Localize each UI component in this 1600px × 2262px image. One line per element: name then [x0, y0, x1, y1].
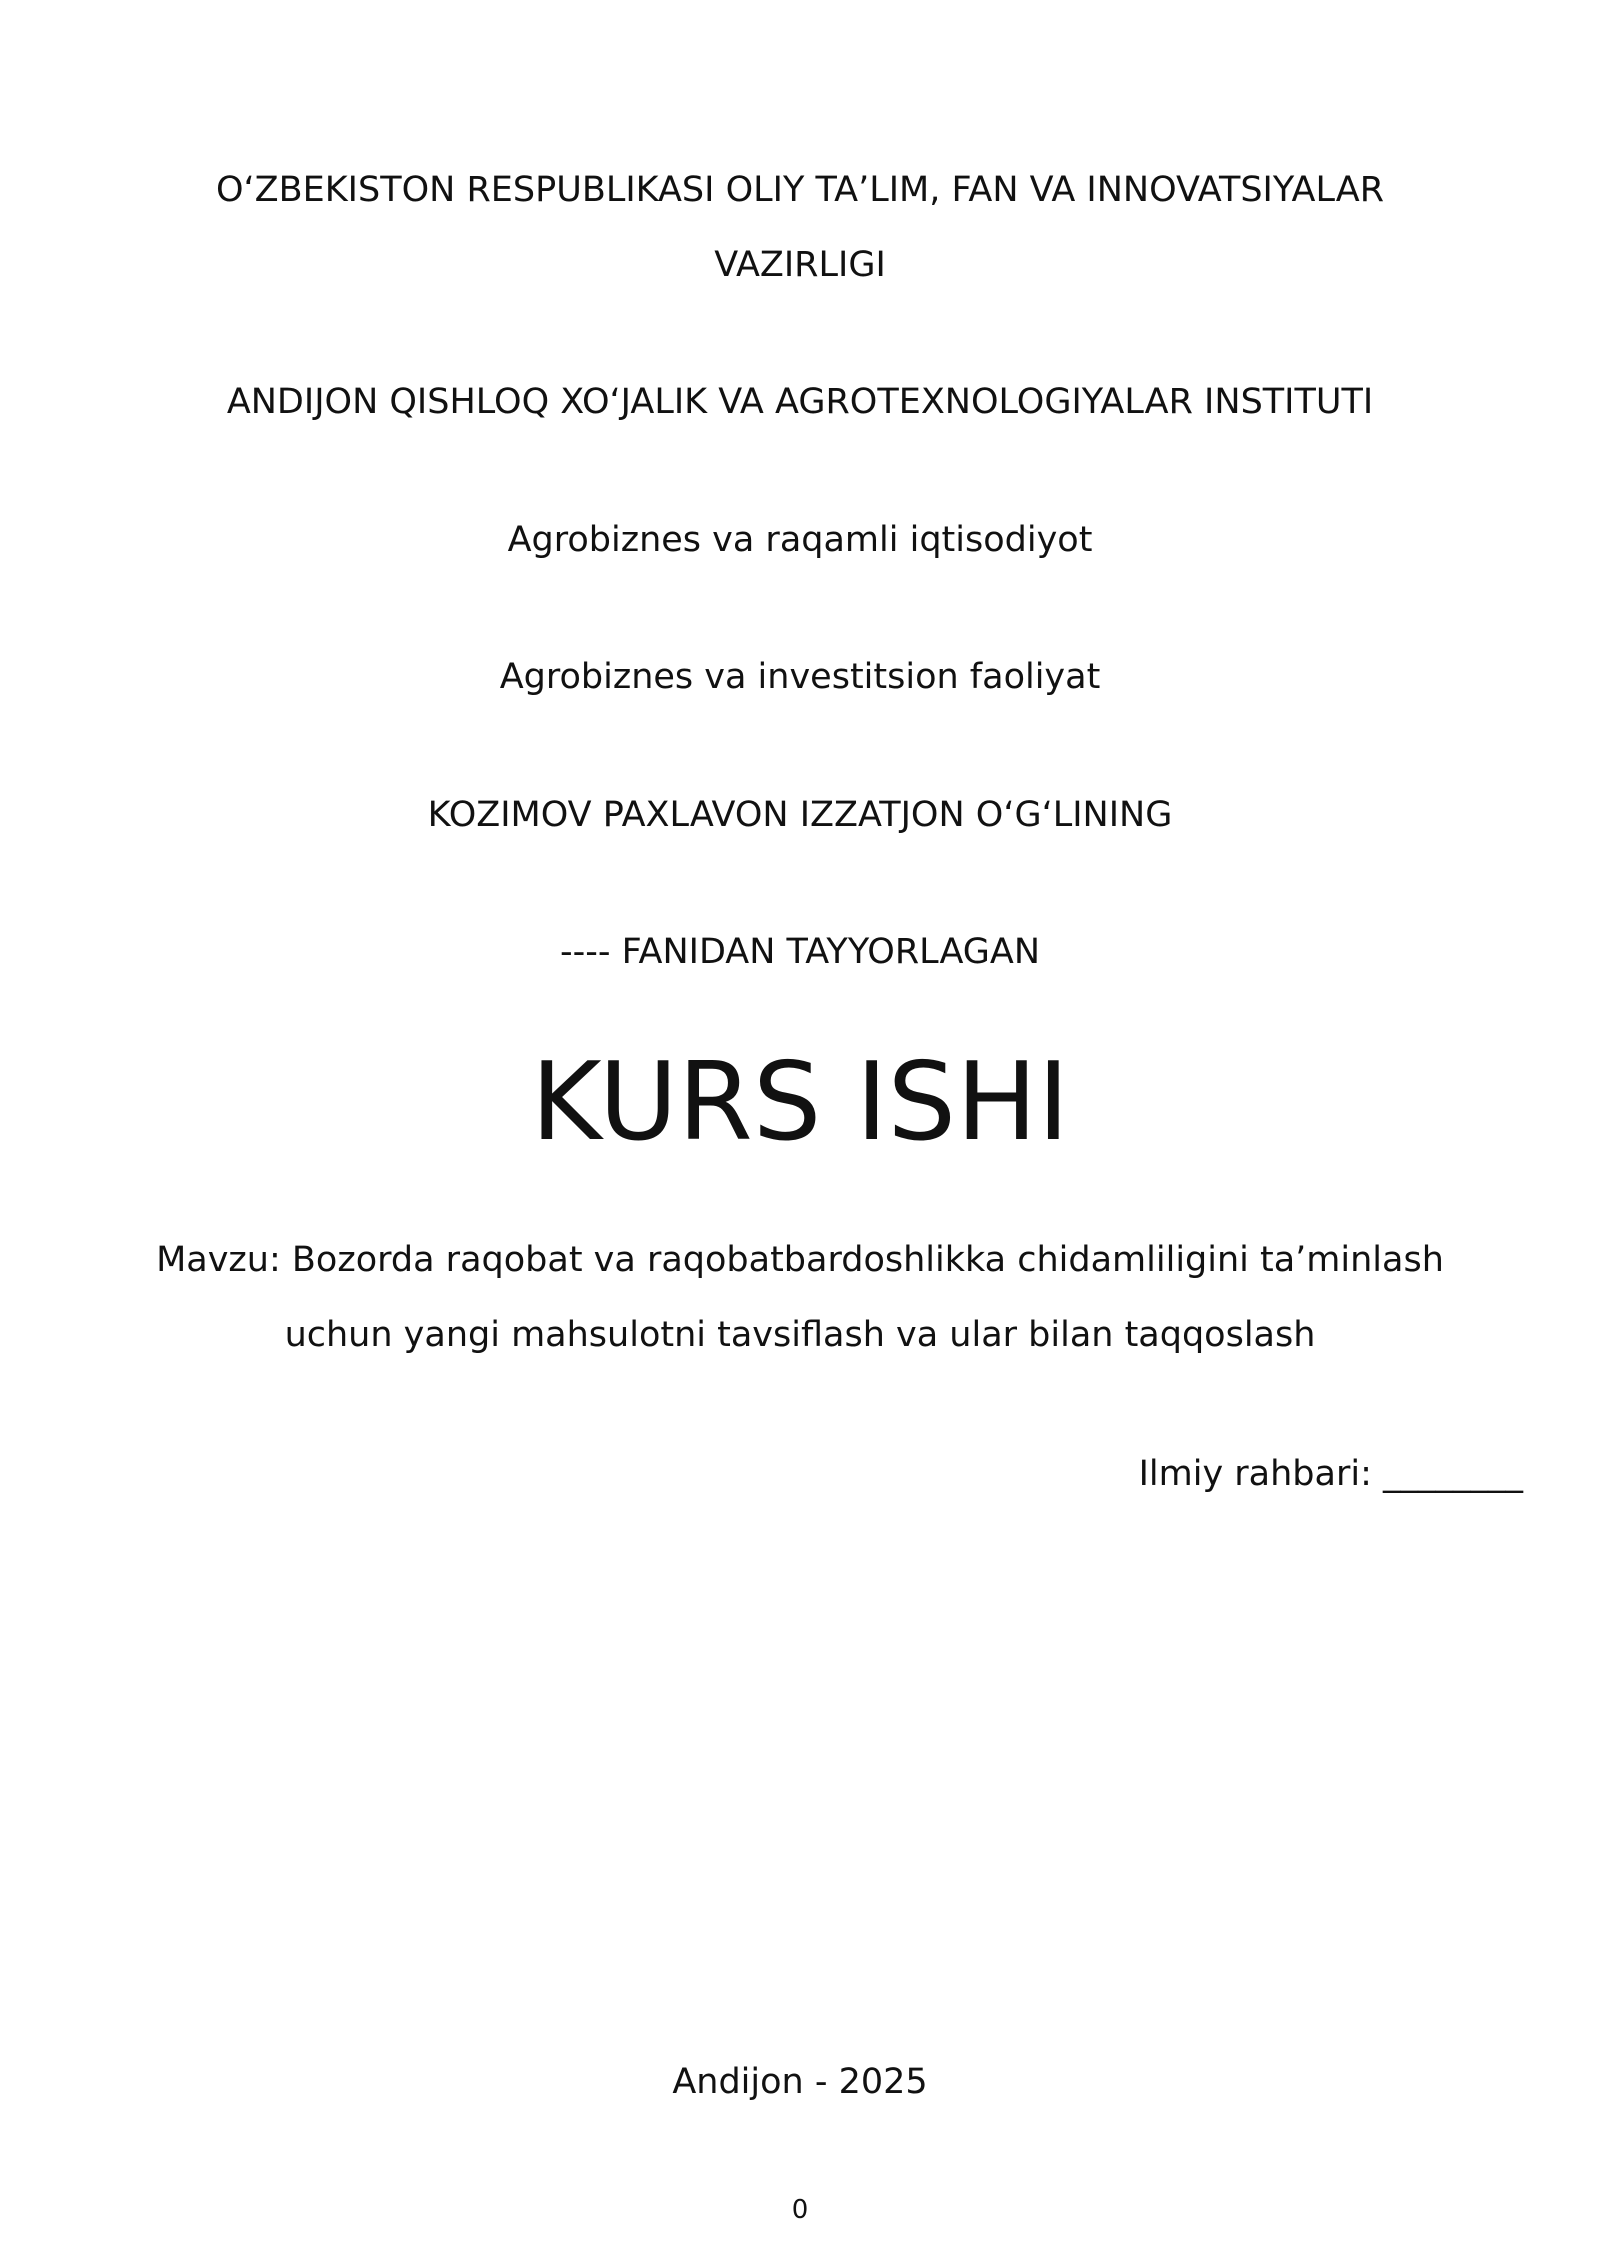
topic-line-1: Mavzu: Bozorda raqobat va raqobatbardoshlikka chidamliligini ta’minlash [156, 1240, 1444, 1280]
subject-line: ---- FANIDAN TAYYORLAGAN [559, 932, 1041, 972]
department-name: Agrobiznes va investitsion faoliyat [499, 657, 1101, 697]
student-name: KOZIMOV PAXLAVON IZZATJON O‘G‘LINING [427, 795, 1173, 835]
ministry-line-1: O‘ZBEKISTON RESPUBLIKASI OLIY TA’LIM, FAN VA INNOVATSIYALAR [215, 170, 1385, 210]
supervisor-field: Ilmiy rahbari: ________ [1138, 1454, 1523, 1494]
place-year: Andijon - 2025 [672, 2062, 928, 2102]
page-number: 0 [791, 2195, 809, 2225]
document-title: KURS ISHI [530, 1040, 1070, 1165]
ministry-line-2: VAZIRLIGI [714, 245, 886, 285]
topic-line-2: uchun yangi mahsulotni tavsiflash va ular bilan taqqoslash [284, 1315, 1316, 1355]
institute-name: ANDIJON QISHLOQ XO‘JALIK VA AGROTEXNOLOGIYALAR INSTITUTI [226, 382, 1374, 422]
faculty-name: Agrobiznes va raqamli iqtisodiyot [507, 520, 1093, 560]
